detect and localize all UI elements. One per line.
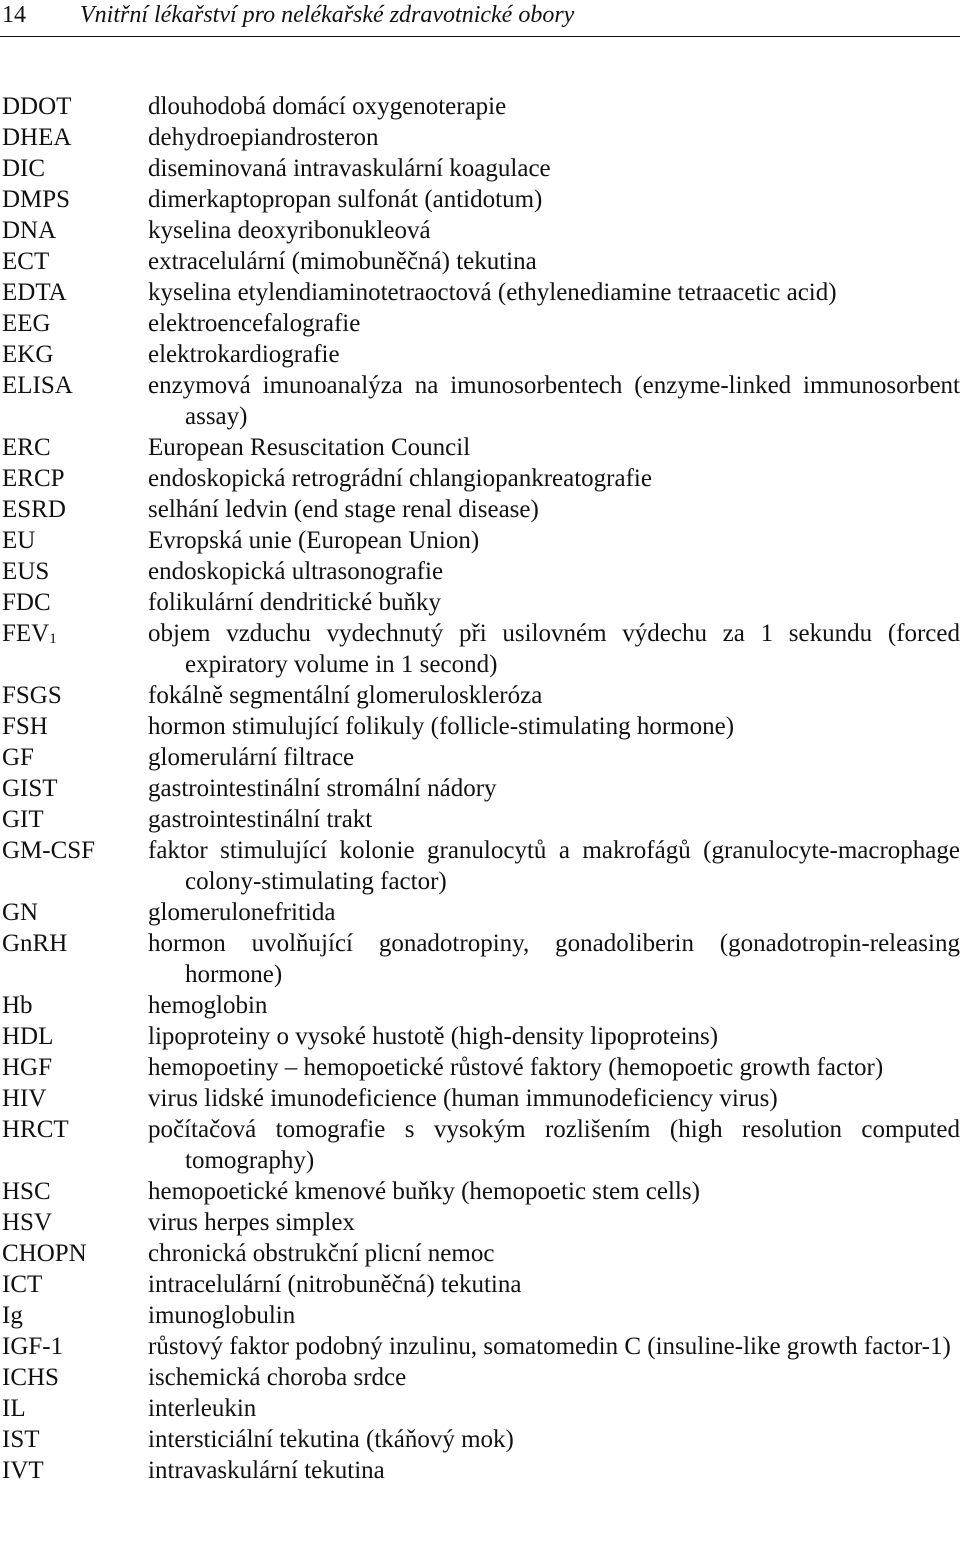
abbreviation	[0, 122, 148, 153]
abbreviation-entry	[0, 835, 960, 897]
abbreviation-text: EUS	[2, 558, 50, 585]
page-number: 14	[2, 2, 26, 28]
running-header	[0, 0, 960, 37]
abbreviation-definition: dehydroepiandrosteron	[148, 124, 379, 151]
abbreviation	[0, 742, 148, 773]
abbreviation-text: FDC	[2, 589, 51, 616]
abbreviation-entry	[0, 928, 960, 990]
abbreviation-entry	[0, 1455, 960, 1486]
abbreviation-definition: intracelulární (nitrobuněčná) tekutina	[148, 1271, 522, 1298]
abbreviation-definition: dimerkaptopropan sulfonát (antidotum)	[148, 186, 543, 213]
abbreviation	[0, 680, 148, 711]
abbreviation-entry	[0, 897, 960, 928]
abbreviation-entry	[0, 1331, 960, 1362]
abbreviation-text: HSV	[2, 1209, 53, 1236]
abbreviation	[0, 1331, 148, 1362]
abbreviation-text: FEV	[2, 620, 50, 647]
abbreviation-definition: interleukin	[148, 1395, 257, 1422]
abbreviation-definition: hemoglobin	[148, 992, 268, 1019]
running-title: Vnitřní lékařství pro nelékařské zdravotnické obory	[80, 2, 575, 28]
abbreviation-definition: kyselina etylendiaminotetraoctová (ethylenediamine tetraacetic acid)	[148, 279, 837, 306]
abbreviation-text: DDOT	[2, 93, 72, 120]
abbreviation-text: HSC	[2, 1178, 51, 1205]
abbreviation-text: ESRD	[2, 496, 66, 523]
abbreviation	[0, 463, 148, 494]
abbreviation	[0, 587, 148, 618]
abbreviation-entry	[0, 432, 960, 463]
abbreviation-text: FSGS	[2, 682, 62, 709]
abbreviation	[0, 432, 148, 463]
abbreviation-definition: elektroencefalografie	[148, 310, 361, 337]
abbreviation-definition: ischemická choroba srdce	[148, 1364, 407, 1391]
abbreviation-text: ERC	[2, 434, 51, 461]
abbreviation	[0, 494, 148, 525]
abbreviation-definition: lipoproteiny o vysoké hustotě (high-density lipoproteins)	[148, 1023, 719, 1050]
abbreviation-text: FSH	[2, 713, 48, 740]
abbreviation-definition: extracelulární (mimobuněčná) tekutina	[148, 248, 537, 275]
abbreviation-entry	[0, 990, 960, 1021]
abbreviation	[0, 711, 148, 742]
abbreviation-entry	[0, 525, 960, 556]
abbreviation	[0, 1238, 148, 1269]
abbreviation	[0, 91, 148, 122]
abbreviation-text: HGF	[2, 1054, 53, 1081]
abbreviation-entry	[0, 587, 960, 618]
abbreviation-definition: intravaskulární tekutina	[148, 1457, 385, 1484]
abbreviation	[0, 1393, 148, 1424]
abbreviation-text: EU	[2, 527, 36, 554]
abbreviation-entry	[0, 1300, 960, 1331]
abbreviation-entry	[0, 215, 960, 246]
abbreviation-entry	[0, 370, 960, 432]
abbreviation	[0, 184, 148, 215]
abbreviation-definition: virus lidské imunodeficience (human immunodeficiency virus)	[148, 1085, 778, 1112]
abbreviation-definition: diseminovaná intravaskulární koagulace	[148, 155, 551, 182]
abbreviation	[0, 1362, 148, 1393]
abbreviation-text: IVT	[2, 1457, 44, 1484]
abbreviation-text: IGF-1	[2, 1333, 64, 1360]
abbreviation	[0, 1052, 148, 1083]
abbreviation-entry	[0, 804, 960, 835]
abbreviation-entry	[0, 339, 960, 370]
abbreviation	[0, 897, 148, 928]
abbreviation-text: ICHS	[2, 1364, 59, 1391]
abbreviation-text: GnRH	[2, 930, 68, 957]
abbreviation-definition: hemopoetické kmenové buňky (hemopoetic stem cells)	[148, 1178, 700, 1205]
abbreviation-text: GIST	[2, 775, 58, 802]
abbreviation-definition: imunoglobulin	[148, 1302, 296, 1329]
abbreviation-entry	[0, 1269, 960, 1300]
abbreviation-text: HDL	[2, 1023, 54, 1050]
abbreviation-list	[0, 91, 960, 1486]
abbreviation-entry	[0, 153, 960, 184]
abbreviation	[0, 246, 148, 277]
abbreviation	[0, 1455, 148, 1486]
abbreviation-text: CHOPN	[2, 1240, 87, 1267]
abbreviation-text: HIV	[2, 1085, 47, 1112]
abbreviation	[0, 215, 148, 246]
abbreviation	[0, 1114, 148, 1176]
abbreviation-text: GN	[2, 899, 39, 926]
abbreviation-entry	[0, 277, 960, 308]
abbreviation-text: EDTA	[2, 279, 67, 306]
abbreviation-subscript: 1	[49, 631, 57, 647]
abbreviation-entry	[0, 1052, 960, 1083]
abbreviation-entry	[0, 91, 960, 122]
abbreviation-text: Hb	[2, 992, 33, 1019]
abbreviation-text: ERCP	[2, 465, 65, 492]
abbreviation-definition: virus herpes simplex	[148, 1209, 355, 1236]
abbreviation-definition: hormon uvolňující gonadotropiny, gonadoliberin (gonadotropin-releasing hormone)	[148, 930, 960, 988]
abbreviation-text: IL	[2, 1395, 26, 1422]
abbreviation-definition: folikulární dendritické buňky	[148, 589, 441, 616]
abbreviation-entry	[0, 1393, 960, 1424]
abbreviation-entry	[0, 1021, 960, 1052]
abbreviation	[0, 525, 148, 556]
abbreviation-entry	[0, 1207, 960, 1238]
abbreviation-definition: gastrointestinální trakt	[148, 806, 373, 833]
abbreviation	[0, 1269, 148, 1300]
abbreviation-text: GM-CSF	[2, 837, 96, 864]
abbreviation-definition: gastrointestinální stromální nádory	[148, 775, 497, 802]
abbreviation	[0, 1021, 148, 1052]
abbreviation-text: EKG	[2, 341, 54, 368]
abbreviation-entry	[0, 494, 960, 525]
abbreviation-definition: chronická obstrukční plicní nemoc	[148, 1240, 495, 1267]
abbreviation-entry	[0, 711, 960, 742]
abbreviation-definition: fokálně segmentální glomeruloskleróza	[148, 682, 543, 709]
abbreviation	[0, 370, 148, 432]
abbreviation-definition: dlouhodobá domácí oxygenoterapie	[148, 93, 507, 120]
abbreviation-text: ELISA	[2, 372, 73, 399]
abbreviation-text: ICT	[2, 1271, 43, 1298]
abbreviation	[0, 1424, 148, 1455]
abbreviation-entry	[0, 463, 960, 494]
abbreviation-entry	[0, 773, 960, 804]
abbreviation	[0, 928, 148, 990]
abbreviation	[0, 308, 148, 339]
abbreviation-entry	[0, 246, 960, 277]
abbreviation-definition: glomerulonefritida	[148, 899, 336, 926]
abbreviation	[0, 556, 148, 587]
abbreviation-entry	[0, 742, 960, 773]
abbreviation-text: EEG	[2, 310, 51, 337]
abbreviation-entry	[0, 618, 960, 680]
abbreviation-definition: intersticiální tekutina (tkáňový mok)	[148, 1426, 514, 1453]
abbreviation	[0, 804, 148, 835]
abbreviation-entry	[0, 1424, 960, 1455]
abbreviation-definition: růstový faktor podobný inzulinu, somatomedin C (insuline-like growth factor-1)	[148, 1333, 951, 1360]
abbreviation-text: DNA	[2, 217, 57, 244]
abbreviation	[0, 1176, 148, 1207]
abbreviation-entry	[0, 1238, 960, 1269]
abbreviation	[0, 277, 148, 308]
abbreviation-entry	[0, 1114, 960, 1176]
abbreviation-entry	[0, 1176, 960, 1207]
abbreviation-entry	[0, 308, 960, 339]
abbreviation-text: HRCT	[2, 1116, 69, 1143]
abbreviation-entry	[0, 1362, 960, 1393]
abbreviation-definition: endoskopická ultrasonografie	[148, 558, 444, 585]
abbreviation-text: DMPS	[2, 186, 71, 213]
abbreviation-text: DHEA	[2, 124, 72, 151]
abbreviation-entry	[0, 184, 960, 215]
abbreviation	[0, 618, 148, 680]
abbreviation-text: IST	[2, 1426, 40, 1453]
abbreviation-definition: faktor stimulující kolonie granulocytů a makrofágů (granulocyte-macrophage colony-stimulating factor)	[148, 837, 960, 895]
abbreviation-entry	[0, 122, 960, 153]
abbreviation-definition: enzymová imunoanalýza na imunosorbentech (enzyme-linked immunosorbent assay)	[148, 372, 960, 430]
abbreviation	[0, 339, 148, 370]
abbreviation-definition: elektrokardiografie	[148, 341, 340, 368]
abbreviation-definition: glomerulární filtrace	[148, 744, 355, 771]
abbreviation-definition: hormon stimulující folikuly (follicle-stimulating hormone)	[148, 713, 735, 740]
abbreviation-entry	[0, 556, 960, 587]
abbreviation-definition: kyselina deoxyribonukleová	[148, 217, 431, 244]
abbreviation	[0, 835, 148, 897]
abbreviation-definition: selhání ledvin (end stage renal disease)	[148, 496, 539, 523]
abbreviation-definition: European Resuscitation Council	[148, 434, 471, 461]
abbreviation	[0, 153, 148, 184]
abbreviation-text: Ig	[2, 1302, 23, 1329]
abbreviation	[0, 1300, 148, 1331]
abbreviation-text: GIT	[2, 806, 44, 833]
abbreviation	[0, 773, 148, 804]
abbreviation-definition: endoskopická retrográdní chlangiopankreatografie	[148, 465, 652, 492]
abbreviation-definition: Evropská unie (European Union)	[148, 527, 480, 554]
abbreviation-definition: hemopoetiny – hemopoetické růstové faktory (hemopoetic growth factor)	[148, 1054, 884, 1081]
abbreviation	[0, 1207, 148, 1238]
abbreviation	[0, 990, 148, 1021]
abbreviation-entry	[0, 680, 960, 711]
abbreviation-text: DIC	[2, 155, 46, 182]
abbreviation-entry	[0, 1083, 960, 1114]
abbreviation	[0, 1083, 148, 1114]
abbreviation-text: ECT	[2, 248, 50, 275]
abbreviation-definition: počítačová tomografie s vysokým rozlišením (high resolution computed tomography)	[148, 1116, 960, 1174]
abbreviation-definition: objem vzduchu vydechnutý při usilovném výdechu za 1 sekundu (forced expiratory volume in 1 second)	[148, 620, 960, 678]
abbreviation-text: GF	[2, 744, 34, 771]
